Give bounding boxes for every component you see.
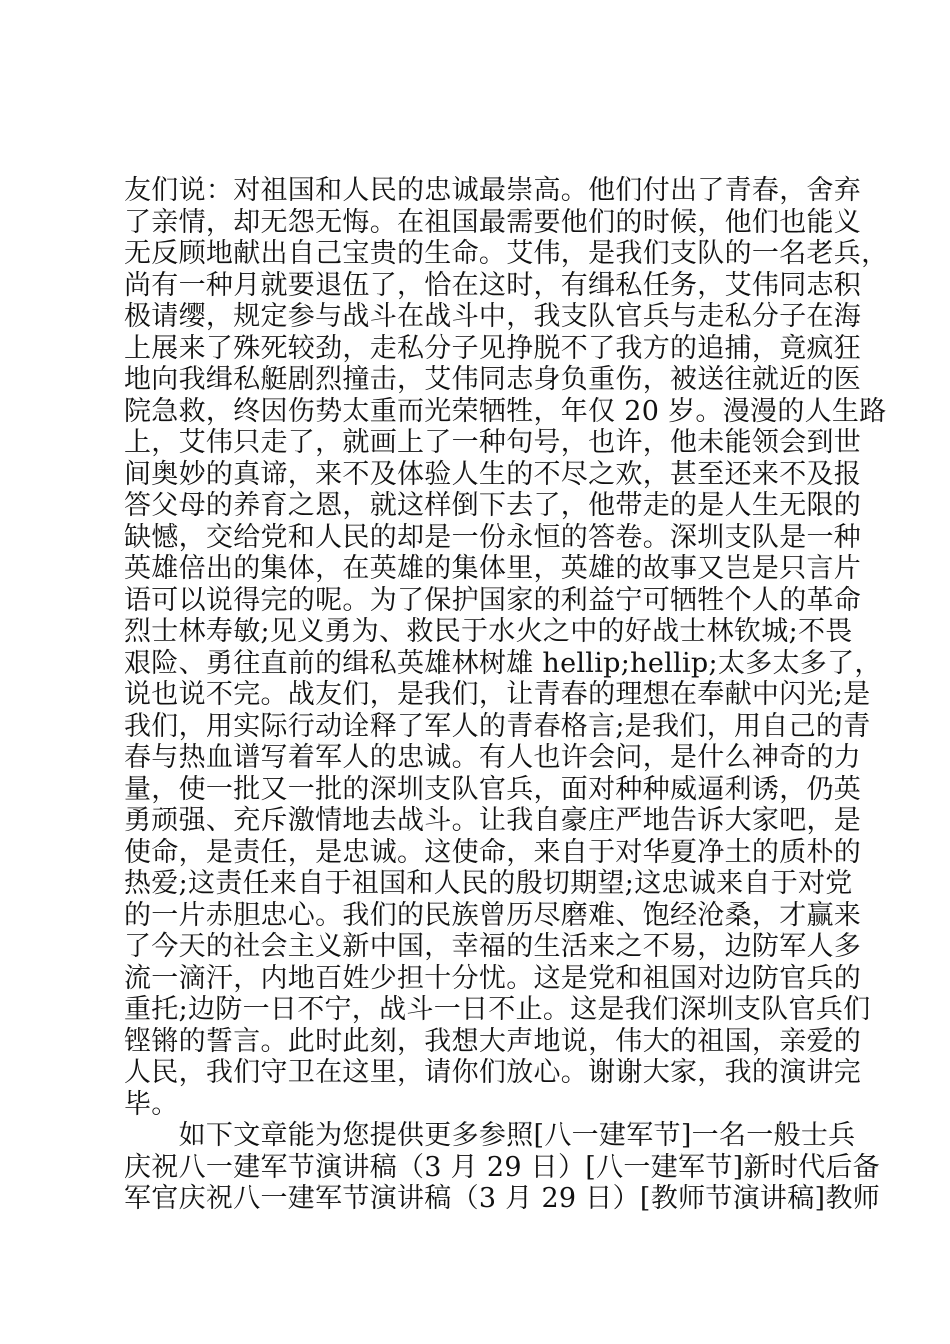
- paragraph-references: [124, 1120, 880, 1215]
- text-line: 人民，我们守卫在这里，请你们放心。谢谢大家，我的演讲完: [124, 1057, 862, 1088]
- text-line: 院急救，终因伤势太重而光荣牺牲，年仅 20 岁。漫漫的人生路: [124, 395, 887, 427]
- text-line: 地向我缉私艇剧烈撞击，艾伟同志身负重伤，被送往就近的医: [124, 364, 862, 395]
- document-body: [124, 175, 889, 1215]
- text-line: 烈士林寿敏;见义勇为、救民于水火之中的好战士林钦城;不畏: [124, 616, 853, 647]
- text-line: 军官庆祝八一建军节演讲稿（3 月 29 日）[教师节演讲稿]教师: [124, 1183, 880, 1214]
- text-line: 艰险、勇往直前的缉私英雄林树雄 hellip;hellip;太多太多了，: [124, 647, 882, 679]
- text-line: 量，使一批又一批的深圳支队官兵，面对种种威逼利诱，仍英: [124, 773, 862, 805]
- text-line: 上，艾伟只走了，就画上了一种句号，也许，他未能领会到世: [124, 427, 862, 458]
- text-line: 勇顽强、充斥激情地去战斗。让我自豪庄严地告诉大家吧，是: [124, 805, 862, 836]
- text-line: 无反顾地献出自己宝贵的生命。艾伟，是我们支队的一名老兵，: [124, 238, 889, 269]
- text-line: 春与热血谱写着军人的忠诚。有人也许会问，是什么神奇的力: [124, 742, 862, 773]
- paragraph-speech: [124, 175, 889, 1120]
- text-line: 尚有一种月就要退伍了，恰在这时，有缉私任务，艾伟同志积: [124, 269, 862, 301]
- text-line: 了亲情，却无怨无悔。在祖国最需要他们的时候，他们也能义: [124, 206, 862, 238]
- text-line: 我们，用实际行动诠释了军人的青春格言;是我们，用自己的青: [124, 710, 871, 742]
- text-line: 如下文章能为您提供更多参照[八一建军节]一名一般士兵: [124, 1120, 856, 1151]
- text-line: 间奥妙的真谛，来不及体验人生的不尽之欢，甚至还来不及报: [124, 458, 862, 490]
- text-line: 的一片赤胆忠心。我们的民族曾历尽磨难、饱经沧桑，才赢来: [124, 899, 862, 931]
- text-line: 上展来了殊死较劲，走私分子见挣脱不了我方的追捕，竟疯狂: [124, 332, 862, 364]
- text-line: 极请缨，规定参与战斗在战斗中，我支队官兵与走私分子在海: [124, 301, 862, 332]
- text-line: 友们说：对祖国和人民的忠诚最崇高。他们付出了青春，舍弃: [124, 175, 862, 206]
- text-line: 说也说不完。战友们，是我们，让青春的理想在奉献中闪光;是: [124, 679, 871, 710]
- text-line: 铿锵的誓言。此时此刻，我想大声地说，伟大的祖国，亲爱的: [124, 1025, 862, 1057]
- text-line: 英雄倍出的集体，在英雄的集体里，英雄的故事又岂是只言片: [124, 553, 862, 584]
- text-line: 重托;边防一日不宁，战斗一日不止。这是我们深圳支队官兵们: [124, 994, 871, 1025]
- text-line: 了今天的社会主义新中国，幸福的生活来之不易，边防军人多: [124, 931, 862, 962]
- text-line: 热爱;这责任来自于祖国和人民的殷切期望;这忠诚来自于对党: [124, 868, 853, 899]
- text-line: 使命，是责任，是忠诚。这使命，来自于对华夏净土的质朴的: [124, 836, 862, 868]
- text-line: 流一滴汗，内地百姓少担十分忧。这是党和祖国对边防官兵的: [124, 962, 862, 994]
- text-line: 庆祝八一建军节演讲稿（3 月 29 日）[八一建军节]新时代后备: [124, 1151, 880, 1183]
- text-line: 答父母的养育之恩，就这样倒下去了，他带走的是人生无限的: [124, 490, 862, 521]
- text-line: 语可以说得完的呢。为了保护国家的利益宁可牺牲个人的革命: [124, 584, 862, 616]
- text-line: 缺憾，交给党和人民的却是一份永恒的答卷。深圳支队是一种: [124, 521, 862, 553]
- text-line: 毕。: [124, 1088, 179, 1120]
